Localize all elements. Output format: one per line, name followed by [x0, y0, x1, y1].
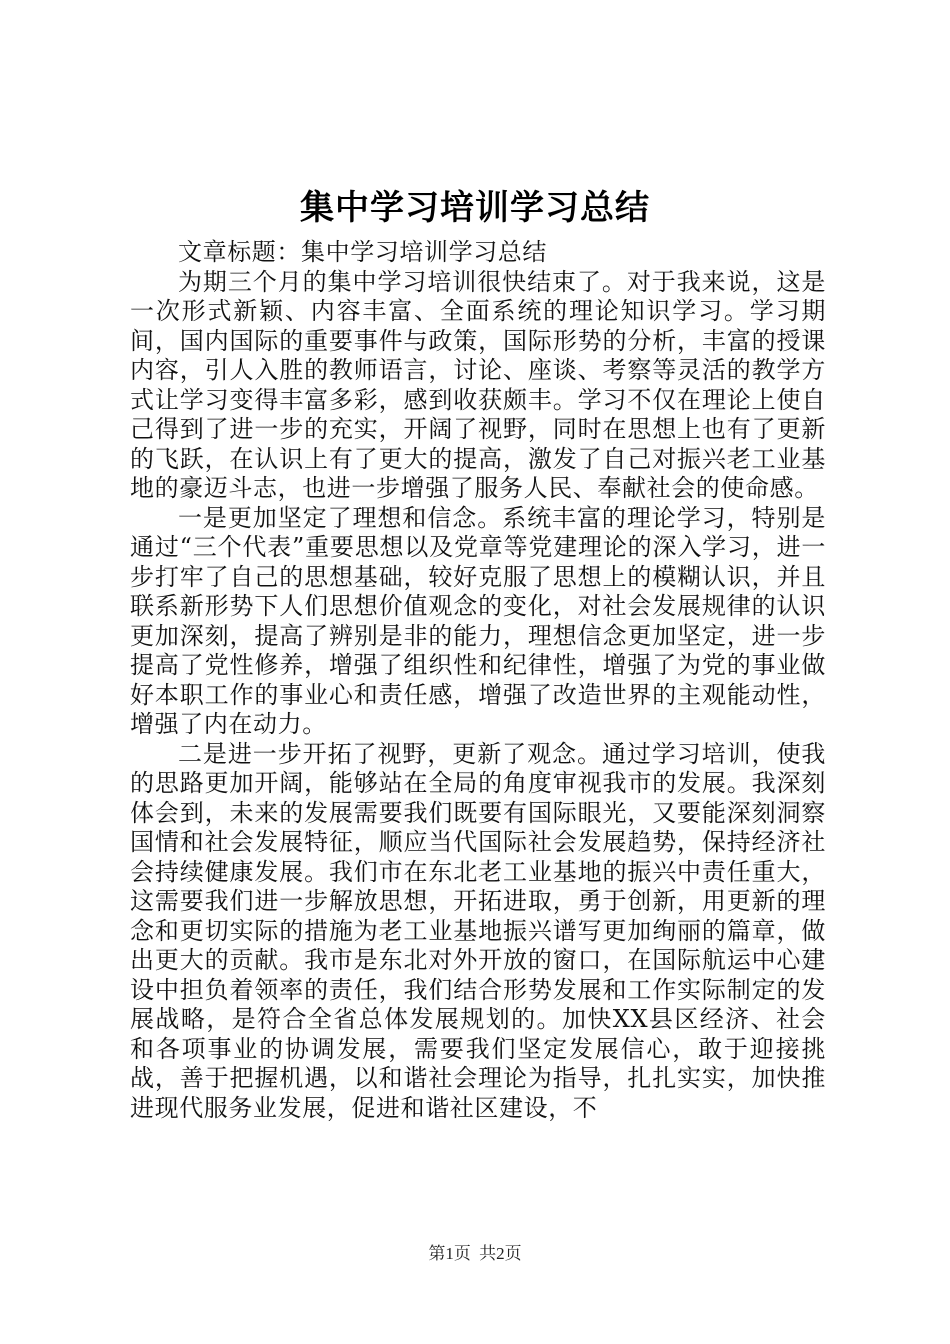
paragraph-intro: 为期三个月的集中学习培训很快结束了。对于我来说，这是一次形式新颖、内容丰富、全面系统的理论知识学习。学习期间，国内国际的重要事件与政策，国际形势的分析，丰富的授课内容，引人入胜的教师语言，讨论、座谈、考察等灵活的教学方式让学习变得丰富多彩，感到收获颇丰。学习不仅在理论上使自己得到了进一步的充实，开阔了视野，同时在思想上也有了更新的飞跃，在认识上有了更大的提高，激发了自己对振兴老工业基地的豪迈斗志，也进一步增强了服务人民、奉献社会的使命感。 [130, 267, 826, 502]
page-number: 第1页 [428, 1244, 471, 1263]
paragraph-point-one: 一是更加坚定了理想和信念。系统丰富的理论学习，特别是通过“三个代表”重要思想以及党章等党建理论的深入学习，进一步打牢了自己的思想基础，较好克服了思想上的模糊认识，并且联系新形势下人们思想价值观念的变化，对社会发展规律的认识更加深刻，提高了辨别是非的能力，理想信念更加坚定，进一步提高了党性修养，增强了组织性和纪律性，增强了为党的事业做好本职工作的事业心和责任感，增强了改造世界的主观能动性，增强了内在动力。 [130, 503, 826, 738]
page-total: 共2页 [479, 1244, 522, 1263]
document-body [130, 238, 826, 1123]
page-footer [0, 1243, 950, 1265]
document-title: 集中学习培训学习总结 [300, 188, 650, 228]
paragraph-point-two: 二是进一步开拓了视野，更新了观念。通过学习培训，使我的思路更加开阔，能够站在全局的角度审视我市的发展。我深刻体会到，未来的发展需要我们既要有国际眼光，又要能深刻洞察国情和社会发展特征，顺应当代国际社会发展趋势，保持经济社会持续健康发展。我们市在东北老工业基地的振兴中责任重大，这需要我们进一步解放思想，开拓进取，勇于创新，用更新的理念和更切实际的措施为老工业基地振兴谱写更加绚丽的篇章，做出更大的贡献。我市是东北对外开放的窗口，在国际航运中心建设中担负着领率的责任，我们结合形势发展和工作实际制定的发展战略，是符合全省总体发展规划的。加快XX县区经济、社会和各项事业的协调发展，需要我们坚定发展信心，敢于迎接挑战，善于把握机遇，以和谐社会理论为指导，扎扎实实，加快推进现代服务业发展，促进和谐社区建设，不 [130, 739, 826, 1122]
article-title-line: 文章标题：集中学习培训学习总结 [178, 238, 547, 266]
